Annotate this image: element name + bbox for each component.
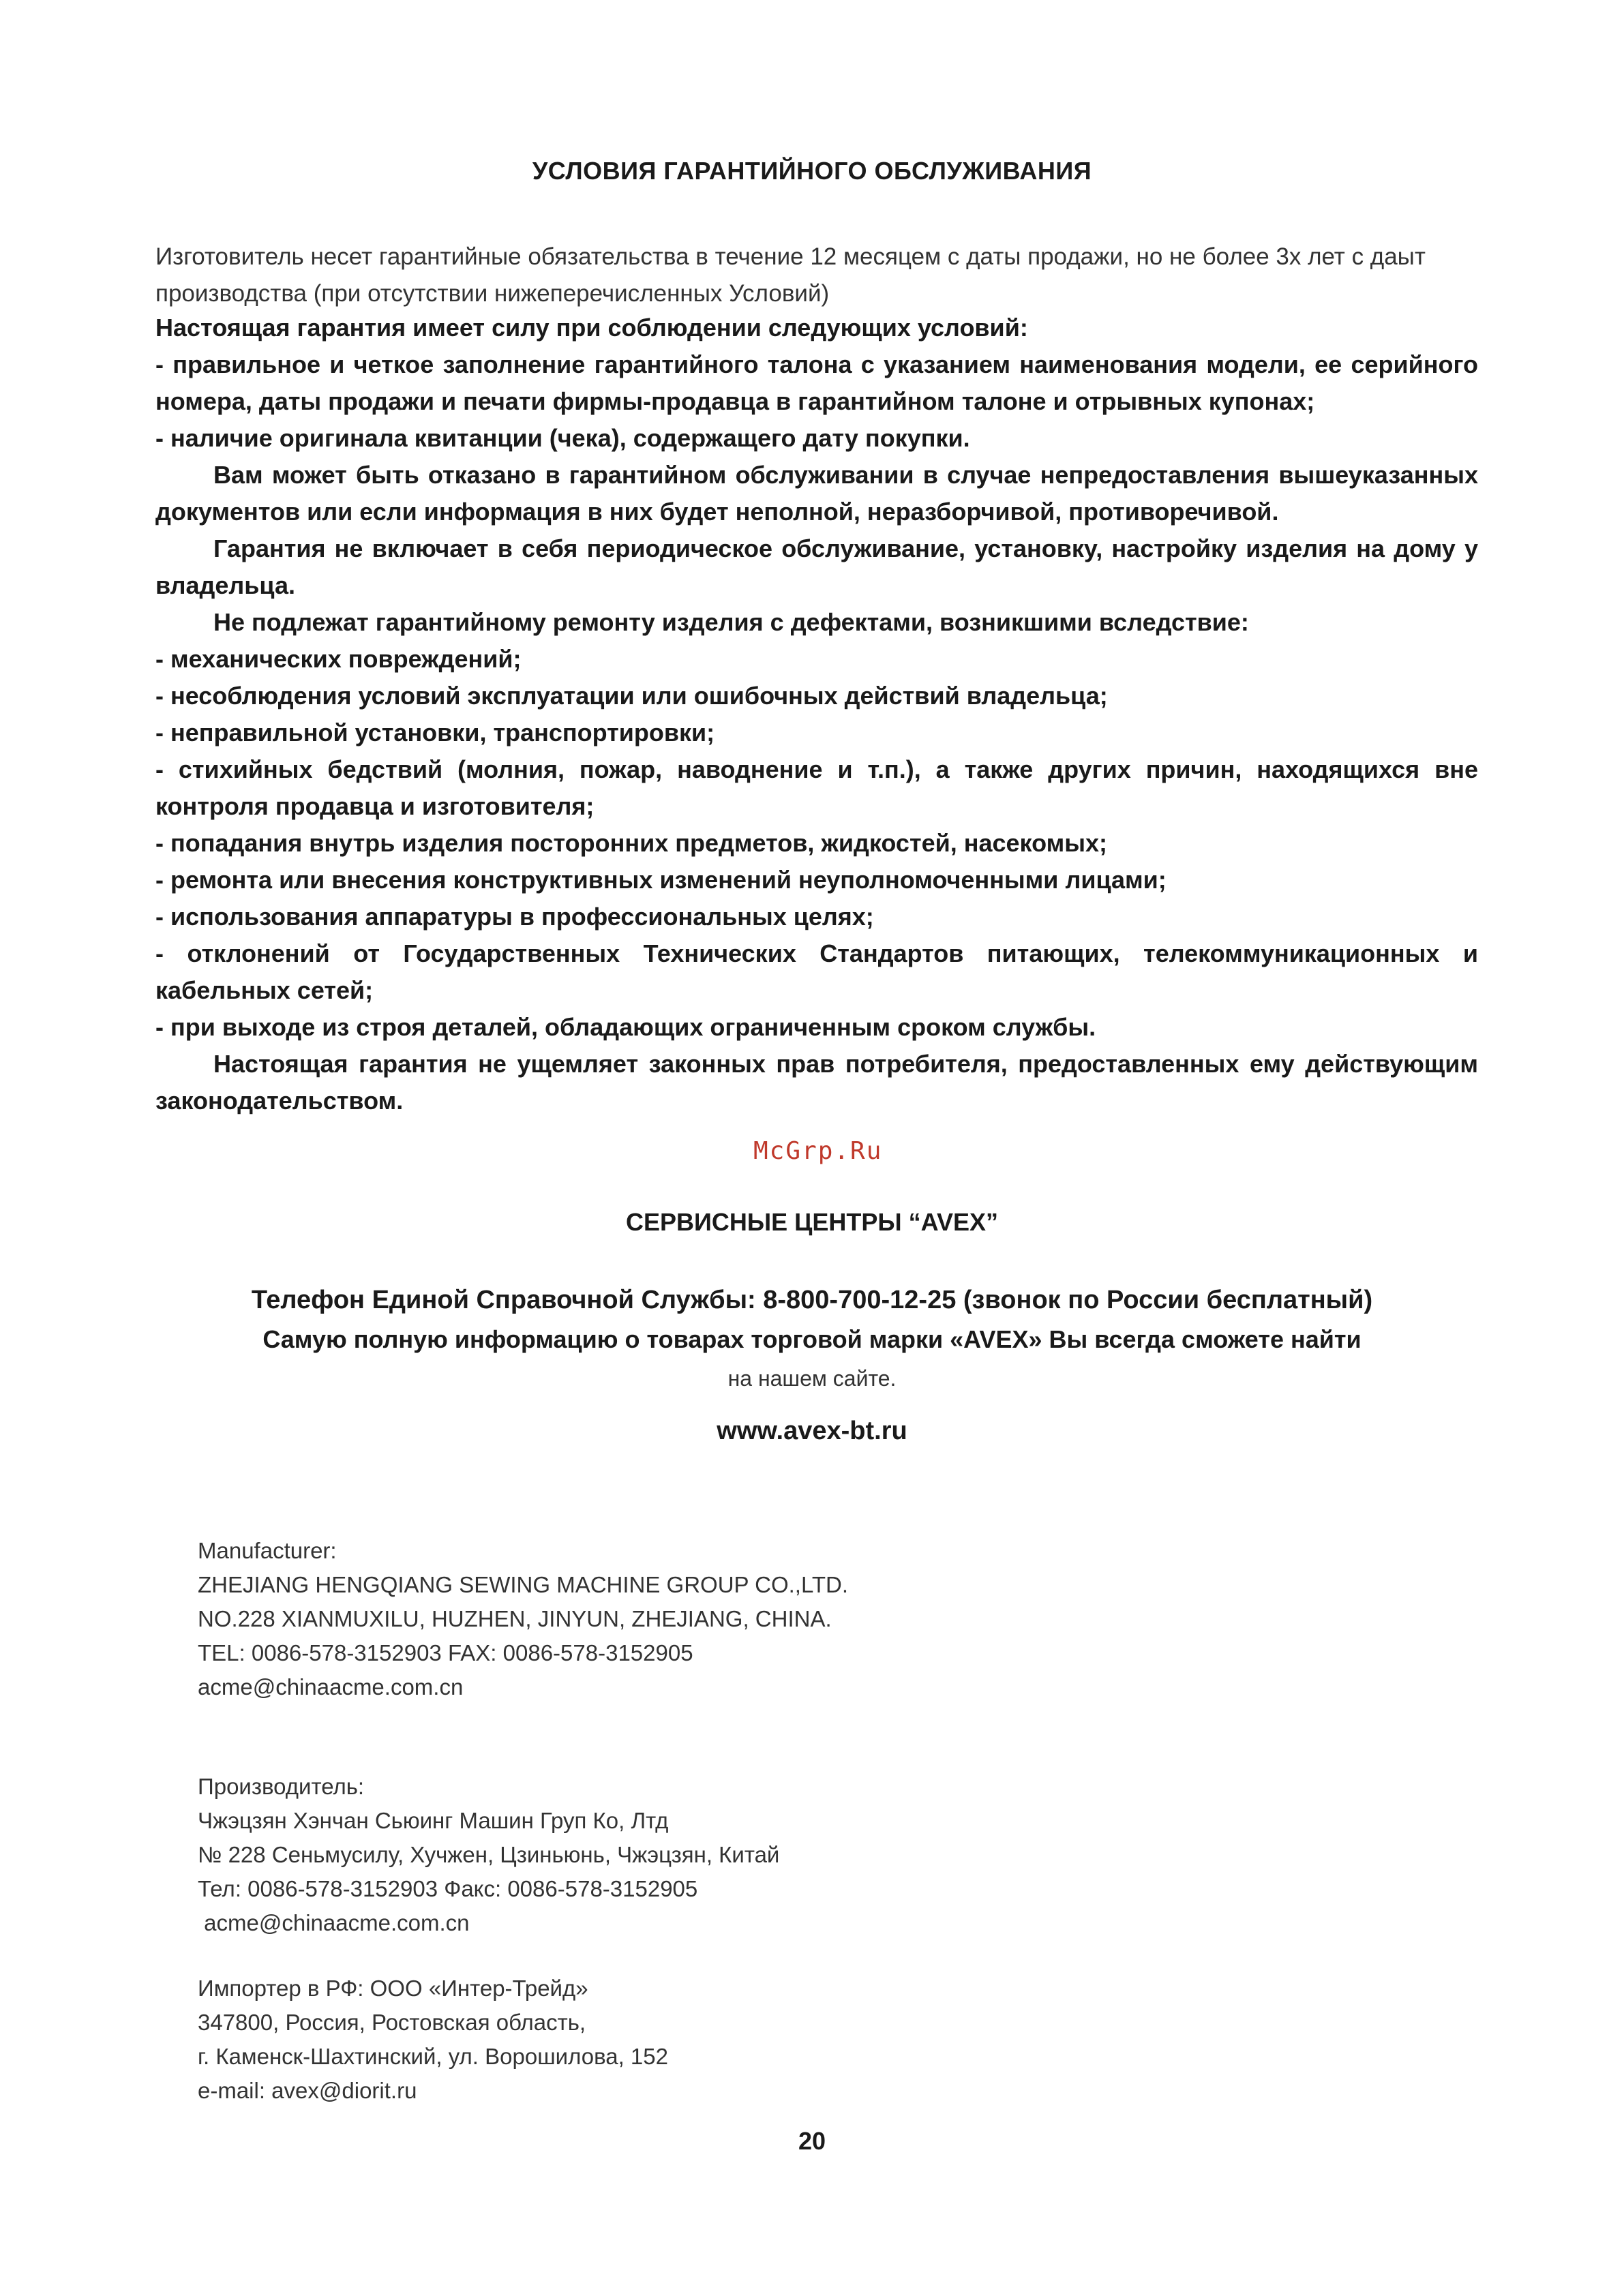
warranty-paragraph: Вам может быть отказано в гарантийном обслуживании в случае непредоставления вышеуказанных документов или если информация в них будет неполной, неразборчивой, противоречивой. xyxy=(155,461,1478,526)
warranty-paragraph: - наличие оригинала квитанции (чека), содержащего дату покупки. xyxy=(155,424,970,452)
importer-line: 347800, Россия, Ростовская область, xyxy=(198,2010,586,2035)
manufacturer-ru-line: Производитель: xyxy=(198,1774,365,1799)
service-centers-title: СЕРВИСНЫЕ ЦЕНТРЫ “AVEX” xyxy=(625,1208,999,1236)
manufacturer-ru-line: Чжэцзян Хэнчан Сьюинг Машин Груп Ко, Лтд xyxy=(198,1808,669,1833)
importer-line: г. Каменск-Шахтинский, ул. Ворошилова, 152 xyxy=(198,2044,668,2069)
page-number: 20 xyxy=(798,2127,826,2155)
manufacturer-en-line: Manufacturer: xyxy=(198,1538,337,1563)
importer-email[interactable]: e-mail: avex@diorit.ru xyxy=(198,2078,417,2103)
warranty-paragraph: - несоблюдения условий эксплуатации или ошибочных действий владельца; xyxy=(155,682,1108,710)
warranty-paragraph: - попадания внутрь изделия посторонних предметов, жидкостей, насекомых; xyxy=(155,829,1107,857)
info-text-continued: на нашем сайте. xyxy=(727,1366,897,1391)
warranty-intro: Изготовитель несет гарантийные обязательства в течение 12 месяцем с даты продажи, но не более 3х лет с даыт производства (при отсутствии нижеперечисленных Условий) xyxy=(155,243,1426,307)
importer-line: Импортер в РФ: ООО «Интер-Трейд» xyxy=(198,1976,588,2001)
manufacturer-en-line: ZHEJIANG HENGQIANG SEWING MACHINE GROUP CO.,LTD. xyxy=(198,1572,849,1597)
manufacturer-ru-line: Тел: 0086-578-3152903 Факс: 0086-578-3152905 xyxy=(198,1876,698,1901)
warranty-paragraph: - отклонений от Государственных Технических Стандартов питающих, телекоммуникационных и кабельных сетей; xyxy=(155,939,1478,1004)
warranty-body xyxy=(155,309,1478,1119)
warranty-paragraph: - при выходе из строя деталей, обладающих ограниченным сроком службы. xyxy=(155,1013,1096,1041)
warranty-paragraph: - неправильной установки, транспортировки; xyxy=(155,719,715,746)
warranty-paragraph: - стихийных бедствий (молния, пожар, наводнение и т.п.), а также других причин, находящихся вне контроля продавца и изготовителя; xyxy=(155,755,1478,820)
warranty-paragraph: Настоящая гарантия имеет силу при соблюдении следующих условий: xyxy=(155,314,1028,342)
warranty-paragraph: - использования аппаратуры в профессиональных целях; xyxy=(155,903,874,931)
info-text: Самую полную информацию о товарах торговой марки «AVEX» Вы всегда сможете найти xyxy=(262,1325,1362,1353)
watermark: McGrp.Ru xyxy=(753,1137,883,1165)
importer-block xyxy=(198,1972,668,2108)
manufacturer-en-line: TEL: 0086-578-3152903 FAX: 0086-578-3152905 xyxy=(198,1640,693,1665)
warranty-paragraph: Настоящая гарантия не ущемляет законных прав потребителя, предоставленных ему действующим законодательством. xyxy=(155,1050,1478,1115)
manufacturer-ru-line: № 228 Сеньмусилу, Хучжен, Цзиньюнь, Чжэцзян, Китай xyxy=(198,1842,780,1867)
warranty-paragraph: Гарантия не включает в себя периодическое обслуживание, установку, настройку изделия на дому у владельца. xyxy=(155,534,1478,599)
manufacturer-ru-block xyxy=(198,1770,779,1940)
manufacturer-en-email[interactable]: acme@chinaacme.com.cn xyxy=(198,1674,464,1700)
manufacturer-en-block xyxy=(198,1534,848,1704)
warranty-paragraph: - правильное и четкое заполнение гарантийного талона с указанием наименования модели, ее серийного номера, даты продажи и печати фирмы-продавца в гарантийном талоне и отрывных купонах; xyxy=(155,350,1478,415)
warranty-paragraph: - ремонта или внесения конструктивных изменений неуполномоченными лицами; xyxy=(155,866,1167,894)
hotline-phone: Телефон Единой Справочной Службы: 8-800-700-12-25 (звонок по России бесплатный) xyxy=(251,1286,1373,1314)
warranty-title: УСЛОВИЯ ГАРАНТИЙНОГО ОБСЛУЖИВАНИЯ xyxy=(532,157,1092,185)
manufacturer-en-line: NO.228 XIANMUXILU, HUZHEN, JINYUN, ZHEJIANG, CHINA. xyxy=(198,1606,832,1631)
warranty-paragraph: - механических повреждений; xyxy=(155,645,522,673)
warranty-paragraph: Не подлежат гарантийному ремонту изделия с дефектами, возникшими вследствие: xyxy=(213,608,1249,636)
website-link[interactable]: www.avex-bt.ru xyxy=(717,1417,907,1445)
manufacturer-ru-email[interactable]: acme@chinaacme.com.cn xyxy=(198,1910,470,1935)
